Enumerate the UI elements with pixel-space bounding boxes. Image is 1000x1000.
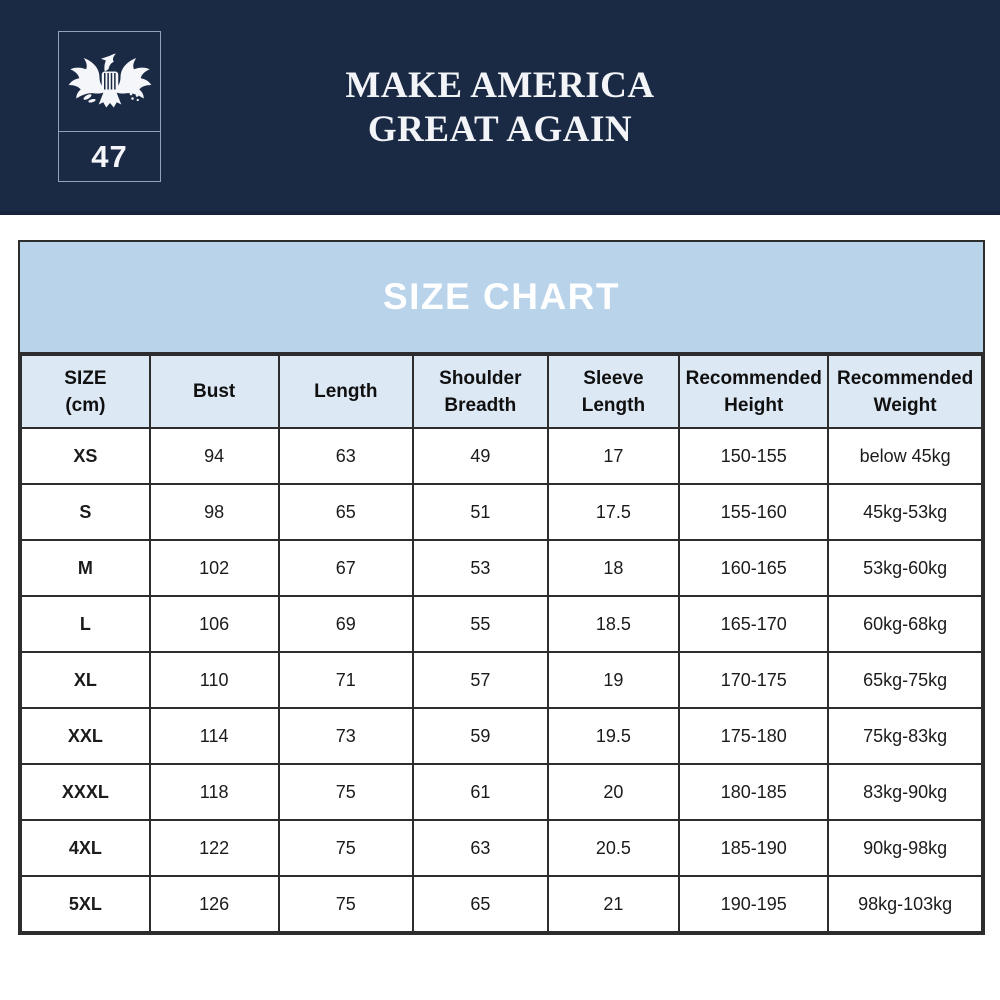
column-header-line: Shoulder	[439, 367, 522, 389]
column-header-line: Bust	[193, 381, 236, 402]
cell-length: 73	[279, 708, 414, 764]
cell-sleeve: 17	[548, 428, 680, 484]
cell-height: 175-180	[679, 708, 828, 764]
page-header	[0, 0, 1000, 215]
cell-weight: 98kg-103kg	[828, 876, 982, 932]
column-header-line: Length	[581, 394, 646, 416]
cell-height: 155-160	[679, 484, 828, 540]
cell-length: 75	[279, 820, 414, 876]
cell-weight: 53kg-60kg	[828, 540, 982, 596]
header-row	[21, 355, 982, 428]
column-header-line: Recommended	[685, 367, 822, 389]
cell-shoulder: 49	[413, 428, 548, 484]
cell-height: 160-165	[679, 540, 828, 596]
cell-height: 185-190	[679, 820, 828, 876]
table-row-m	[21, 540, 982, 596]
header-title-line1: MAKE AMERICA	[345, 65, 655, 106]
cell-bust: 94	[150, 428, 279, 484]
cell-length: 63	[279, 428, 414, 484]
cell-height: 180-185	[679, 764, 828, 820]
size-table	[20, 354, 983, 933]
table-row-4xl	[21, 820, 982, 876]
cell-weight: 83kg-90kg	[828, 764, 982, 820]
table-row-xs	[21, 428, 982, 484]
cell-size: XL	[21, 652, 150, 708]
cell-sleeve: 17.5	[548, 484, 680, 540]
cell-bust: 110	[150, 652, 279, 708]
cell-length: 65	[279, 484, 414, 540]
table-row-xl	[21, 652, 982, 708]
cell-length: 67	[279, 540, 414, 596]
column-header-line: Height	[724, 394, 784, 416]
cell-height: 170-175	[679, 652, 828, 708]
cell-height: 150-155	[679, 428, 828, 484]
cell-shoulder: 61	[413, 764, 548, 820]
cell-shoulder: 65	[413, 876, 548, 932]
size-chart-banner	[20, 242, 983, 354]
column-header-size	[21, 355, 150, 428]
table-row-s	[21, 484, 982, 540]
cell-sleeve: 20	[548, 764, 680, 820]
cell-sleeve: 20.5	[548, 820, 680, 876]
cell-sleeve: 19.5	[548, 708, 680, 764]
cell-sleeve: 18.5	[548, 596, 680, 652]
cell-bust: 102	[150, 540, 279, 596]
header-title	[0, 64, 1000, 152]
size-chart-title: SIZE CHART	[383, 276, 620, 317]
table-row-xxl	[21, 708, 982, 764]
column-header-line: Weight	[873, 394, 937, 416]
cell-shoulder: 53	[413, 540, 548, 596]
cell-height: 165-170	[679, 596, 828, 652]
column-header-line: Sleeve	[583, 367, 644, 389]
cell-bust: 114	[150, 708, 279, 764]
cell-bust: 118	[150, 764, 279, 820]
cell-size: 5XL	[21, 876, 150, 932]
cell-size: XXL	[21, 708, 150, 764]
cell-size: M	[21, 540, 150, 596]
cell-bust: 106	[150, 596, 279, 652]
cell-shoulder: 55	[413, 596, 548, 652]
column-header-sleeve-length	[548, 355, 680, 428]
header-title-line2: GREAT AGAIN	[367, 109, 633, 150]
cell-size: XXXL	[21, 764, 150, 820]
column-header-line: (cm)	[65, 394, 106, 416]
column-header-line: Recommended	[837, 367, 974, 389]
cell-length: 75	[279, 876, 414, 932]
table-row-l	[21, 596, 982, 652]
column-header-recommended-weight	[828, 355, 982, 428]
cell-size: 4XL	[21, 820, 150, 876]
cell-weight: 90kg-98kg	[828, 820, 982, 876]
cell-size: L	[21, 596, 150, 652]
cell-length: 69	[279, 596, 414, 652]
column-header-line: Breadth	[444, 394, 517, 416]
cell-shoulder: 63	[413, 820, 548, 876]
column-header-shoulder-breadth	[413, 355, 548, 428]
cell-weight: below 45kg	[828, 428, 982, 484]
cell-bust: 126	[150, 876, 279, 932]
cell-sleeve: 18	[548, 540, 680, 596]
size-chart-table	[18, 240, 985, 935]
column-header-bust	[150, 355, 279, 428]
table-row-xxxl	[21, 764, 982, 820]
cell-length: 75	[279, 764, 414, 820]
column-header-line: SIZE	[64, 367, 107, 389]
logo-number: 47	[91, 139, 128, 174]
cell-bust: 98	[150, 484, 279, 540]
cell-bust: 122	[150, 820, 279, 876]
cell-size: XS	[21, 428, 150, 484]
cell-length: 71	[279, 652, 414, 708]
table-row-5xl	[21, 876, 982, 932]
cell-weight: 60kg-68kg	[828, 596, 982, 652]
cell-sleeve: 21	[548, 876, 680, 932]
cell-shoulder: 59	[413, 708, 548, 764]
column-header-length	[279, 355, 414, 428]
cell-weight: 75kg-83kg	[828, 708, 982, 764]
cell-sleeve: 19	[548, 652, 680, 708]
cell-weight: 45kg-53kg	[828, 484, 982, 540]
cell-height: 190-195	[679, 876, 828, 932]
column-header-recommended-height	[679, 355, 828, 428]
cell-shoulder: 51	[413, 484, 548, 540]
cell-size: S	[21, 484, 150, 540]
cell-shoulder: 57	[413, 652, 548, 708]
cell-weight: 65kg-75kg	[828, 652, 982, 708]
column-header-line: Length	[314, 381, 378, 402]
